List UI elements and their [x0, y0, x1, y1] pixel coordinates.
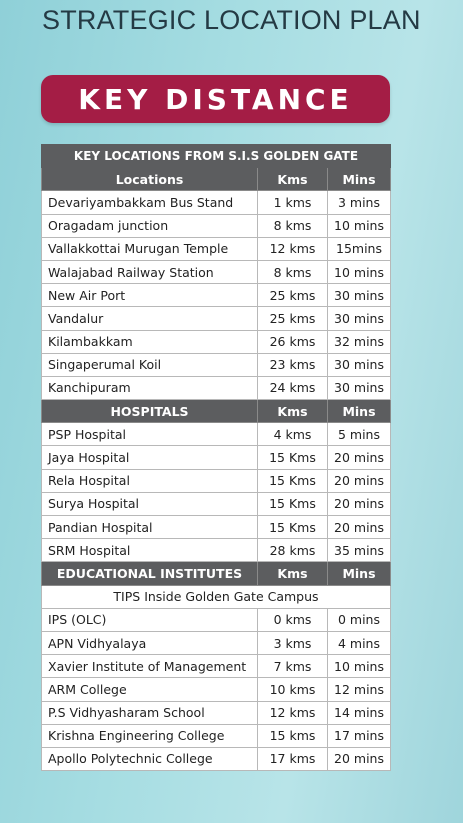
travel-time: 20 mins — [328, 492, 391, 515]
distance-kms: 25 kms — [258, 284, 328, 307]
travel-time: 35 mins — [328, 539, 391, 562]
place-name: Rela Hospital — [42, 469, 258, 492]
location-row — [42, 191, 391, 214]
place-name: Kilambakkam — [42, 330, 258, 353]
location-row — [42, 353, 391, 376]
place-name: Kanchipuram — [42, 376, 258, 399]
travel-time: 30 mins — [328, 307, 391, 330]
hospital-row — [42, 469, 391, 492]
institute-row — [42, 631, 391, 654]
hospital-row — [42, 423, 391, 446]
travel-time: 20 mins — [328, 516, 391, 539]
place-name: Krishna Engineering College — [42, 724, 258, 747]
key-distance-banner — [41, 75, 390, 123]
location-row — [42, 260, 391, 283]
travel-time: 30 mins — [328, 284, 391, 307]
travel-time: 30 mins — [328, 376, 391, 399]
place-name: Devariyambakkam Bus Stand — [42, 191, 258, 214]
hospital-row — [42, 539, 391, 562]
place-name: P.S Vidhyasharam School — [42, 701, 258, 724]
place-name: Walajabad Railway Station — [42, 260, 258, 283]
location-row — [42, 214, 391, 237]
institute-row — [42, 701, 391, 724]
banner-label: KEY DISTANCE — [78, 82, 353, 116]
travel-time: 10 mins — [328, 260, 391, 283]
location-row — [42, 237, 391, 260]
distance-kms: 23 kms — [258, 353, 328, 376]
column-header-mins: Mins — [328, 400, 391, 423]
travel-time: 32 mins — [328, 330, 391, 353]
place-name: Jaya Hospital — [42, 446, 258, 469]
place-name: SRM Hospital — [42, 539, 258, 562]
travel-time: 14 mins — [328, 701, 391, 724]
column-header-name: HOSPITALS — [42, 400, 258, 423]
place-name: New Air Port — [42, 284, 258, 307]
column-header-kms: Kms — [258, 168, 328, 191]
table-title: KEY LOCATIONS FROM S.I.S GOLDEN GATE — [42, 145, 391, 168]
column-header-mins: Mins — [328, 562, 391, 585]
location-row — [42, 376, 391, 399]
place-name: Vandalur — [42, 307, 258, 330]
distance-table-body — [42, 145, 391, 771]
institute-row — [42, 608, 391, 631]
distance-table — [41, 144, 391, 771]
travel-time: 20 mins — [328, 469, 391, 492]
location-row — [42, 330, 391, 353]
place-name: APN Vidhyalaya — [42, 631, 258, 654]
distance-kms: 8 kms — [258, 214, 328, 237]
distance-kms: 0 kms — [258, 608, 328, 631]
travel-time: 30 mins — [328, 353, 391, 376]
column-header-kms: Kms — [258, 400, 328, 423]
distance-kms: 12 kms — [258, 237, 328, 260]
travel-time: 5 mins — [328, 423, 391, 446]
place-name: PSP Hospital — [42, 423, 258, 446]
place-name: Xavier Institute of Management — [42, 655, 258, 678]
place-name: Apollo Polytechnic College — [42, 747, 258, 770]
distance-kms: 4 kms — [258, 423, 328, 446]
place-name: Surya Hospital — [42, 492, 258, 515]
distance-kms: 7 kms — [258, 655, 328, 678]
travel-time: 10 mins — [328, 214, 391, 237]
travel-time: 10 mins — [328, 655, 391, 678]
distance-kms: 12 kms — [258, 701, 328, 724]
travel-time: 12 mins — [328, 678, 391, 701]
hospital-row — [42, 516, 391, 539]
distance-kms: 26 kms — [258, 330, 328, 353]
travel-time: 20 mins — [328, 747, 391, 770]
locations-header-row — [42, 168, 391, 191]
travel-time: 20 mins — [328, 446, 391, 469]
campus-note-row — [42, 585, 391, 608]
travel-time: 3 mins — [328, 191, 391, 214]
institute-row — [42, 655, 391, 678]
hospital-row — [42, 492, 391, 515]
page-title: STRATEGIC LOCATION PLAN — [42, 5, 421, 35]
education-header-row — [42, 562, 391, 585]
location-row — [42, 284, 391, 307]
distance-kms: 25 kms — [258, 307, 328, 330]
distance-kms: 24 kms — [258, 376, 328, 399]
distance-kms: 15 Kms — [258, 446, 328, 469]
distance-kms: 15 kms — [258, 724, 328, 747]
hospital-row — [42, 446, 391, 469]
distance-kms: 15 Kms — [258, 469, 328, 492]
travel-time: 15mins — [328, 237, 391, 260]
travel-time: 4 mins — [328, 631, 391, 654]
institute-row — [42, 678, 391, 701]
institute-row — [42, 724, 391, 747]
campus-note: TIPS Inside Golden Gate Campus — [42, 585, 391, 608]
place-name: Pandian Hospital — [42, 516, 258, 539]
distance-kms: 15 Kms — [258, 516, 328, 539]
travel-time: 0 mins — [328, 608, 391, 631]
place-name: IPS (OLC) — [42, 608, 258, 631]
place-name: Oragadam junction — [42, 214, 258, 237]
travel-time: 17 mins — [328, 724, 391, 747]
column-header-name: EDUCATIONAL INSTITUTES — [42, 562, 258, 585]
institute-row — [42, 747, 391, 770]
column-header-mins: Mins — [328, 168, 391, 191]
location-row — [42, 307, 391, 330]
distance-kms: 15 Kms — [258, 492, 328, 515]
hospitals-header-row — [42, 400, 391, 423]
distance-kms: 17 kms — [258, 747, 328, 770]
distance-kms: 1 kms — [258, 191, 328, 214]
column-header-kms: Kms — [258, 562, 328, 585]
distance-kms: 8 kms — [258, 260, 328, 283]
table-title-row — [42, 145, 391, 168]
place-name: Vallakkottai Murugan Temple — [42, 237, 258, 260]
distance-kms: 10 kms — [258, 678, 328, 701]
column-header-name: Locations — [42, 168, 258, 191]
distance-kms: 3 kms — [258, 631, 328, 654]
distance-kms: 28 kms — [258, 539, 328, 562]
place-name: ARM College — [42, 678, 258, 701]
place-name: Singaperumal Koil — [42, 353, 258, 376]
